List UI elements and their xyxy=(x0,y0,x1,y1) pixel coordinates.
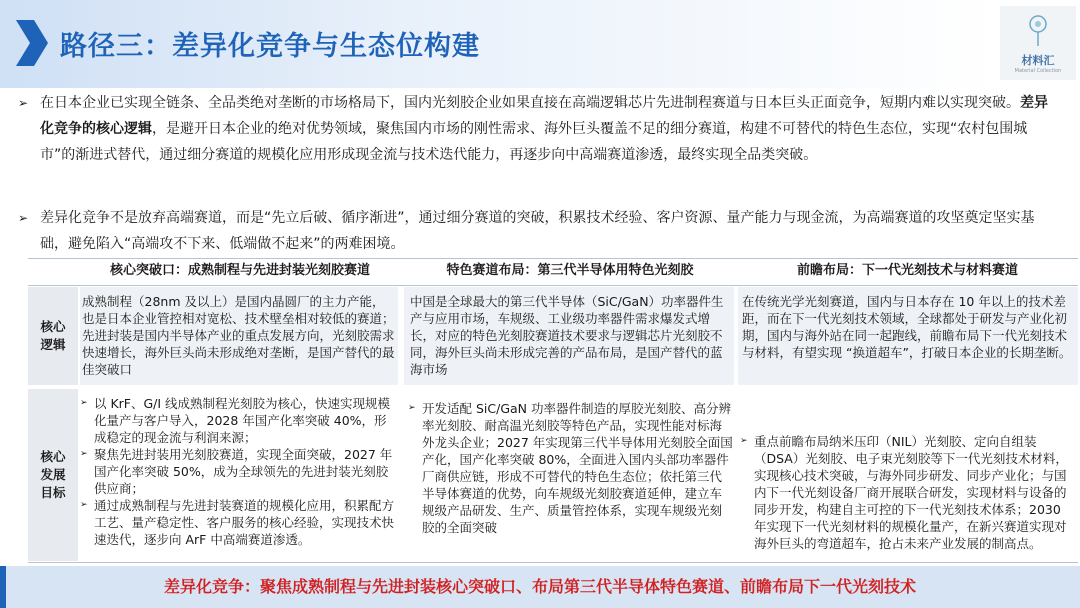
summary-banner: 差异化竞争：聚焦成熟制程与先进封装核心突破口、布局第三代半导体特色赛道、前瞻布局下一代光刻技术 xyxy=(0,566,1080,608)
table-bottom-rule xyxy=(28,562,1078,563)
title-bar xyxy=(0,0,1000,88)
diamond-bullet-icon: ➢ xyxy=(80,449,88,459)
diamond-bullet-icon: ➢ xyxy=(80,500,88,510)
intro-paragraph-2: ➢ 差异化竞争不是放弃高端赛道，而是“先立后破、循序渐进”，通过细分赛道的突破，积累技术经验、客户资源、量产能力与现金流，为高端赛道的攻坚奠定坚实基础，避免陷入“高端攻不下来、低端做不起来”的两难困境。 xyxy=(40,205,1050,257)
goals-cell-mature-process xyxy=(80,395,398,548)
list-item: ➢ 开发适配 SiC/GaN 功率器件制造的厚胶光刻胶、高分辨率光刻胶、耐高温光刻胶等特色产品，实现性能对标海外龙头企业；2027 年实现第三代半导体用光刻胶全面国产化，国产化率突破 80%，全面进入国内头部功率器件厂商供应链，形成不可替代的特色生态位；依托第三代半导体赛道的优势，向车规级光刻胶赛道延伸，建立车规级产品研发、生产、质量管控体系，实现车规级光刻胶的全面突破 xyxy=(408,401,733,535)
row-label-core-logic: 核心 逻辑 xyxy=(28,287,78,385)
header-rule xyxy=(28,285,1078,286)
intro-paragraph-1: ➢ 在日本企业已实现全链条、全品类绝对垄断的市场格局下，国内光刻胶企业如果直接在高端逻辑芯片先进制程赛道与日本巨头正面竞争，短期内难以实现突破。差异化竞争的核心逻辑，是避开日本企业的绝对优势领域，聚焦国内市场的刚性需求、海外巨头覆盖不足的细分赛道，构建不可替代的特色生态位，实现“农村包围城市”的渐进式替代，通过细分赛道的规模化应用形成现金流与技术迭代能力，再逐步向中高端赛道渗透，最终实现全品类突破。 xyxy=(40,90,1050,168)
logic-cell-next-gen: 在传统光学光刻赛道，国内与日本存在 10 年以上的技术差距，而在下一代光刻技术领域，全球都处于研发与产业化初期，国内与海外站在同一起跑线，前瞻布局下一代光刻技术与材料，有望实现 “换道超车”，打破日本企业的长期垄断。 xyxy=(738,287,1078,385)
logic-cell-mature-process: 成熟制程（28nm 及以上）是国内晶圆厂的主力产能，也是日本企业管控相对宽松、技术壁垒相对较低的赛道；先进封装是国内半导体产业的重点发展方向，光刻胶需求快速增长，海外巨头尚未形成绝对垄断，是国产替代的最佳突破口 xyxy=(80,287,398,385)
page-title: 路径三：差异化竞争与生态位构建 xyxy=(60,31,480,62)
logo-name: 材料汇 xyxy=(1021,54,1055,67)
brand-logo xyxy=(1000,6,1076,80)
row-label-dev-goals: 核心 发展 目标 xyxy=(28,389,78,561)
goals-cell-third-gen xyxy=(408,400,734,536)
diamond-bullet-icon: ➢ xyxy=(80,398,88,408)
logo-subtitle: Material Collection xyxy=(1014,68,1062,74)
banner-accent xyxy=(0,566,6,608)
logo-flower-icon xyxy=(1026,14,1050,48)
arrow-bullet-icon: ➢ xyxy=(18,211,29,225)
column-header-1: 核心突破口：成熟制程与先进封装光刻胶赛道 xyxy=(109,263,370,278)
core-logic-highlight: 差异化竞争的核心逻辑 xyxy=(40,95,1048,137)
diamond-bullet-icon: ➢ xyxy=(740,436,748,446)
list-item: ➢ 聚焦先进封装用光刻胶赛道，实现全面突破，2027 年国产化率突破 50%，成为全球领先的先进封装光刻胶供应商； xyxy=(80,447,393,496)
arrow-bullet-icon: ➢ xyxy=(18,96,29,110)
list-item: ➢ 通过成熟制程与先进封装赛道的规模化应用，积累配方工艺、量产稳定性、客户服务的核心经验，实现技术快速迭代，逐步向 ArF 中高端赛道渗透。 xyxy=(80,498,395,547)
column-header-2: 特色赛道布局：第三代半导体用特色光刻胶 xyxy=(446,263,694,278)
logic-cell-third-gen: 中国是全球最大的第三代半导体（SiC/GaN）功率器件生产与应用市场，车规级、工业级功率器件需求爆发式增长，对应的特色光刻胶赛道技术要求与逻辑芯片光刻胶不同，海外巨头尚未形成完善的产品布局，是国产替代的蓝海市场 xyxy=(404,287,734,385)
column-header-3: 前瞻布局：下一代光刻技术与材料赛道 xyxy=(796,263,1018,278)
list-item: ➢ 以 KrF、G/I 线成熟制程光刻胶为核心，快速实现规模化量产与客户导入，2028 年国产化率突破 40%，形成稳定的现金流与利润来源； xyxy=(80,396,391,445)
goals-cell-next-gen xyxy=(740,433,1070,552)
title-chevron-icon xyxy=(16,20,48,66)
list-item: ➢ 重点前瞻布局纳米压印（NIL）光刻胶、定向自组装（DSA）光刻胶、电子束光刻胶等下一代光刻技术材料，实现核心技术突破，与海外同步研发、同步产业化；与国内下一代光刻设备厂商开展联合研发，实现材料与设备的同步开发，构建自主可控的下一代光刻技术体系；2030 年实现下一代光刻材料的规模化量产，在新兴赛道实现对海外巨头的弯道超车，抢占未来产业发展的制高点。 xyxy=(740,434,1068,551)
diamond-bullet-icon: ➢ xyxy=(408,403,416,413)
